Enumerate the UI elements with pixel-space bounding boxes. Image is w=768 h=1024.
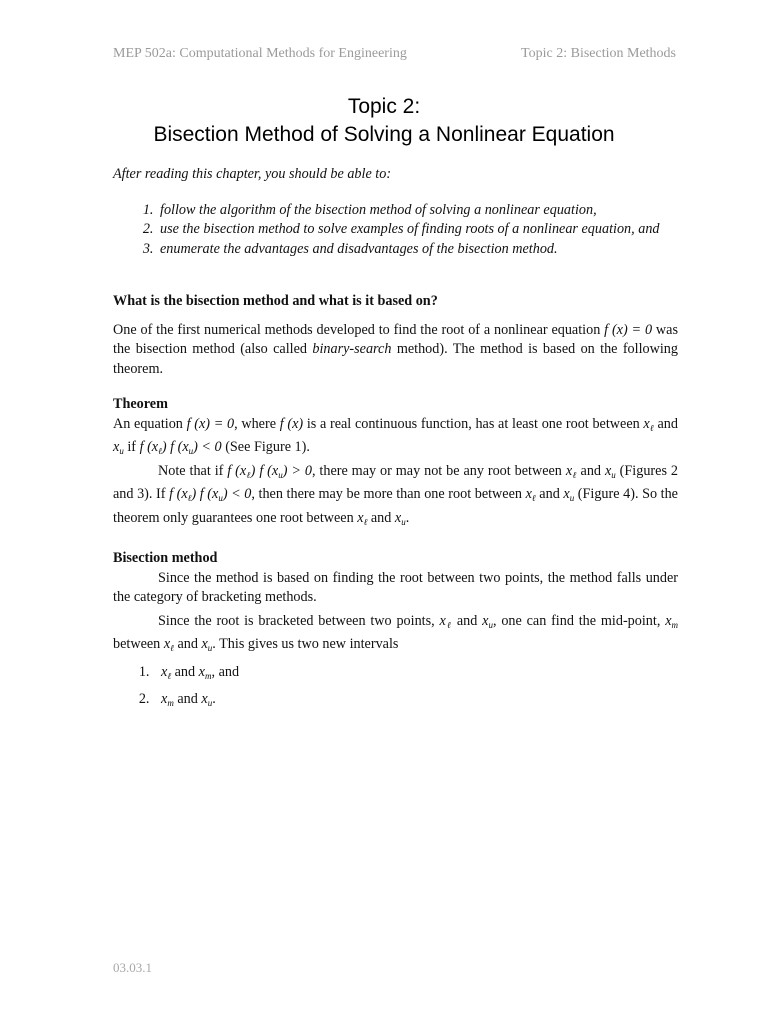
title-line-2: Bisection Method of Solving a Nonlinear Equation xyxy=(153,123,615,146)
list-item: 2. $x_m$ and $x_u$. xyxy=(153,688,678,715)
paragraph-bisection-1: Since the method is based on finding the root between two points, the method falls under the category of bracketing methods. xyxy=(113,569,678,605)
objective-item: 2. use the bisection method to solve examples of finding roots of a nonlinear equation, and xyxy=(157,220,678,240)
condition-product-positive: f $(x_\ell)$ f $(x_u) > 0$ xyxy=(227,462,312,480)
document-body xyxy=(113,165,678,715)
title-line-1: Topic 2: xyxy=(347,95,421,118)
objectives-intro: After reading this chapter, you should be able to: xyxy=(113,166,392,182)
emphasis-binary-search: binary-search xyxy=(312,341,392,357)
symbol-x-upper: $x_u$ xyxy=(201,636,213,653)
symbol-x-lower: $x_\ell$ xyxy=(643,415,654,433)
symbol-x-lower: $x_\ell$ xyxy=(163,636,174,653)
symbol-x-upper: $x_u$ xyxy=(604,462,616,480)
condition-product-negative: f $(x_\ell)$ f $(x_u) < 0$ xyxy=(139,439,222,456)
list-item: 1. $x_\ell$ and $x_m$, and xyxy=(153,661,678,688)
objective-item: 3. enumerate the advantages and disadvantages of the bisection method. xyxy=(157,240,678,260)
section-heading-bisection: Bisection method xyxy=(113,550,218,566)
symbol-x-lower: $x_\ell$ xyxy=(525,486,536,503)
equation-fx-zero: f (x) = 0 xyxy=(604,321,653,338)
symbol-x-mid: $x_m$ xyxy=(198,663,212,681)
symbol-x-lower: $x_\ell$ xyxy=(439,612,453,630)
symbol-x-upper: $x_u$ xyxy=(201,690,213,708)
objective-item: 1. follow the algorithm of the bisection method of solving a nonlinear equation, xyxy=(157,201,678,221)
page-title xyxy=(0,93,768,149)
objectives-list xyxy=(113,201,678,260)
intervals-list xyxy=(113,661,678,715)
symbol-x-lower: $x_\ell$ xyxy=(357,509,368,527)
paragraph-bisection-2: Since the root is bracketed between two points, $x_\ell$ and $x_u$, one can find the mid-point, $x_m$ between $x_\ell$ and $x_u$. This gives us two new intervals xyxy=(113,612,678,653)
symbol-x-upper: $x_u$ xyxy=(113,439,124,456)
paragraph-theorem: An equation f (x) = 0, where f (x) is a real continuous function, has at least one root between $x_\ell$ and $x_u$ if f $(x_\ell)$ f $(x_u) < 0$ (See Figure 1). xyxy=(113,415,678,456)
symbol-x-upper: $x_u$ xyxy=(394,509,406,527)
symbol-x-upper: $x_u$ xyxy=(563,486,575,503)
paragraph-theorem-note: Note that if f $(x_\ell)$ f $(x_u) > 0$, there may or may not be any root between $x_\ell$ and $x_u$ (Figures 2 and 3). If f $(x_\ell)$ f $(x_u) < 0$, then there may be more than one root between $x_\ell$ and $x_u$ (Figure 4). So the theorem only guarantees one root between $x_\ell$ and $x_u$. xyxy=(113,462,678,527)
section-heading-theorem: Theorem xyxy=(113,396,168,412)
symbol-x-lower: $x_\ell$ xyxy=(565,462,577,480)
section-heading-what: What is the bisection method and what is it based on? xyxy=(113,293,438,309)
running-header-course: MEP 502a: Computational Methods for Engineering xyxy=(113,46,407,61)
paragraph-what: One of the first numerical methods developed to find the root of a nonlinear equation f (x) = 0 was the bisection method (also called binary-search method). The method is based on the following theorem. xyxy=(113,321,678,377)
symbol-x-upper: $x_u$ xyxy=(482,612,493,630)
page-number: 03.03.1 xyxy=(113,960,152,975)
symbol-x-lower: $x_\ell$ xyxy=(161,663,172,681)
symbol-x-mid: $x_m$ xyxy=(665,612,678,630)
condition-product-negative: f $(x_\ell)$ f $(x_u) < 0$ xyxy=(169,486,252,503)
symbol-x-mid: $x_m$ xyxy=(161,690,174,708)
running-header-topic: Topic 2: Bisection Methods xyxy=(521,46,676,61)
